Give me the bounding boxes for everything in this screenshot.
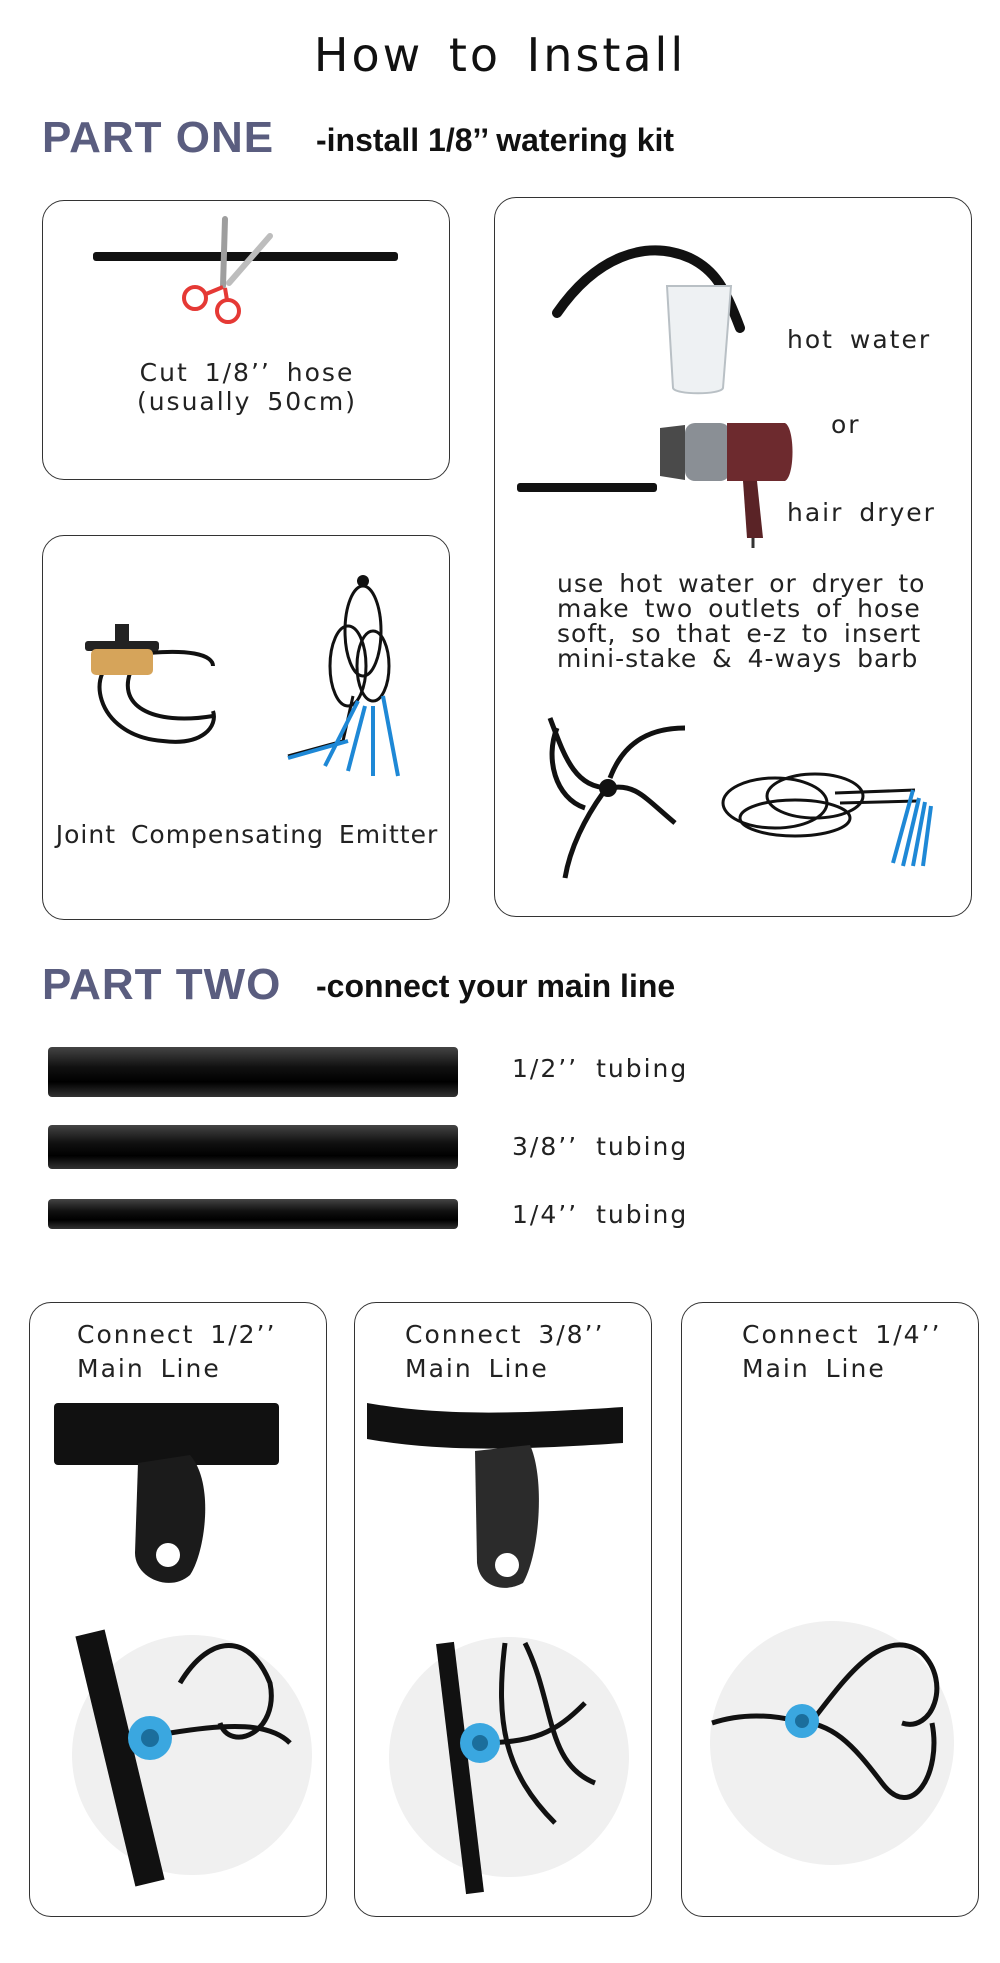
part-two-subtitle: -connect your main line [316, 968, 676, 1004]
connect-panel-quarter-inch [681, 1302, 979, 1917]
cut-caption-line-1: Cut 1/8’’ hose [139, 358, 355, 387]
instruction-line: use hot water or dryer to [557, 569, 926, 598]
tubing-label: 1/4’’ tubing [512, 1200, 689, 1229]
panel-title: Connect 3/8’’ [405, 1320, 605, 1349]
panel-subtitle: Main Line [405, 1354, 549, 1383]
tubing-label: 3/8’’ tubing [512, 1132, 689, 1161]
four-way-barb-icon [357, 575, 369, 587]
soften-hose-panel [494, 197, 972, 917]
emitter-panel [42, 535, 450, 920]
panel-title: Connect 1/4’’ [742, 1320, 942, 1349]
instruction-line: soft, so that e-z to insert [557, 619, 922, 648]
emitter-illustration [43, 536, 451, 796]
soften-instructions [557, 571, 957, 671]
tubing-label: 1/2’’ tubing [512, 1054, 689, 1083]
punch-tool-illustration [30, 1303, 328, 1918]
cut-hose-panel [42, 200, 450, 480]
part-two-heading: PART TWO [42, 960, 282, 1009]
hair-dryer-label: hair dryer [787, 498, 936, 527]
glass-icon [667, 286, 731, 393]
panel-title: Connect 1/2’’ [77, 1320, 277, 1349]
panel-subtitle: Main Line [742, 1354, 886, 1383]
emitter-caption: Joint Compensating Emitter [55, 820, 439, 849]
hot-water-label: hot water [787, 325, 932, 354]
connect-panel-half-inch [29, 1302, 327, 1917]
soften-hose-illustration [495, 198, 973, 918]
scissors-icon [184, 287, 206, 309]
tubing-half-inch [48, 1047, 458, 1097]
tubing-quarter-inch [48, 1199, 458, 1229]
hair-dryer-icon [685, 423, 730, 481]
connect-panel-three-eighths [354, 1302, 652, 1917]
cut-caption-line-2: (usually 50cm) [136, 387, 358, 416]
part-one-subtitle: -install 1/8’’ watering kit [316, 122, 675, 158]
panel-subtitle: Main Line [77, 1354, 221, 1383]
instruction-line: mini-stake & 4-ways barb [557, 644, 919, 673]
tubing-three-eighths [48, 1125, 458, 1169]
part-one-heading: PART ONE [42, 113, 275, 162]
four-way-barb-icon [599, 779, 617, 797]
page-title: How to Install [313, 28, 687, 82]
punch-tool-illustration [355, 1303, 653, 1918]
or-label: or [831, 410, 861, 439]
emitter-connection-illustration [682, 1303, 980, 1918]
hose-and-scissors-illustration [43, 201, 451, 361]
instruction-line: make two outlets of hose [557, 594, 921, 623]
